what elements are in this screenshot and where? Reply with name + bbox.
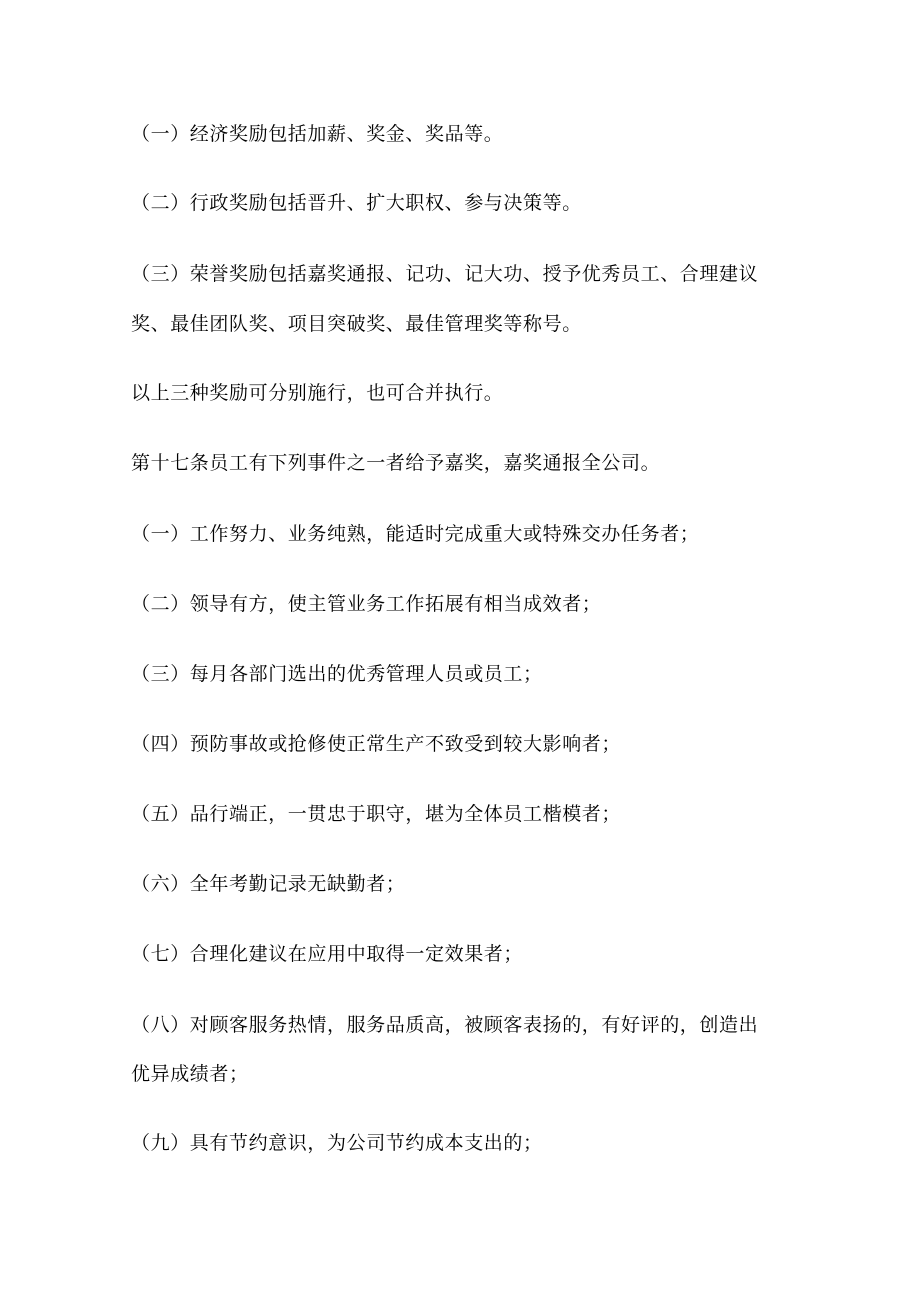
text-line: （三）每月各部门选出的优秀管理人员或员工； xyxy=(131,663,543,685)
text-line: 奖、最佳团队奖、项目突破奖、最佳管理奖等称号。 xyxy=(131,313,582,335)
text-line: （三）荣誉奖励包括嘉奖通报、记功、记大功、授予优秀员工、合理建议 xyxy=(131,263,759,285)
text-line: 第十七条员工有下列事件之一者给予嘉奖，嘉奖通报全公司。 xyxy=(131,452,661,474)
text-line: （四）预防事故或抢修使正常生产不致受到较大影响者； xyxy=(131,733,622,755)
text-line: （一）工作努力、业务纯熟，能适时完成重大或特殊交办任务者； xyxy=(131,523,700,545)
text-line: （五）品行端正，一贯忠于职守，堪为全体员工楷模者； xyxy=(131,803,622,825)
text-line: （八）对顾客服务热情，服务品质高，被顾客表扬的，有好评的，创造出 xyxy=(131,1014,759,1036)
text-line: 以上三种奖励可分别施行，也可合并执行。 xyxy=(131,382,504,404)
text-line: 优异成绩者； xyxy=(131,1063,249,1085)
text-line: （二）领导有方，使主管业务工作拓展有相当成效者； xyxy=(131,593,602,615)
text-line: （一）经济奖励包括加薪、奖金、奖品等。 xyxy=(131,123,504,145)
text-line: （九）具有节约意识，为公司节约成本支出的； xyxy=(131,1132,543,1154)
text-line: （二）行政奖励包括晋升、扩大职权、参与决策等。 xyxy=(131,192,582,214)
text-line: （七）合理化建议在应用中取得一定效果者； xyxy=(131,943,524,965)
text-line: （六）全年考勤记录无缺勤者； xyxy=(131,873,406,895)
